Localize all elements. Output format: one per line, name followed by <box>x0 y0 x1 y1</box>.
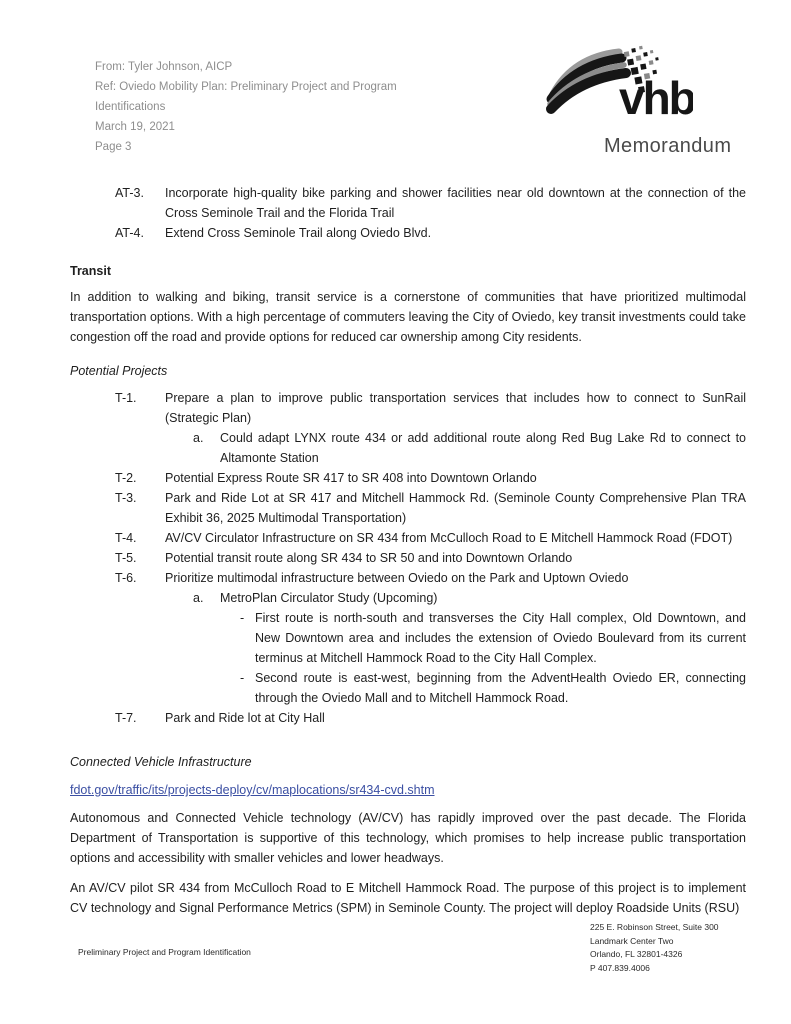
subitem-text: MetroPlan Circulator Study (Upcoming) <box>220 591 438 605</box>
footer-address-block <box>590 921 719 975</box>
footer-document-title: Preliminary Project and Program Identification <box>78 947 251 957</box>
list-item-t2 <box>70 468 746 488</box>
item-text: Extend Cross Seminole Trail along Oviedo Blvd. <box>165 226 432 240</box>
item-label: T-4. <box>115 531 137 545</box>
dash-item-second-route <box>70 668 746 708</box>
list-item-at4 <box>70 223 746 243</box>
transit-heading: Transit <box>70 264 111 278</box>
list-subitem-t6a <box>70 588 746 608</box>
item-label: T-6. <box>115 571 137 585</box>
vhb-logo <box>543 44 693 120</box>
subitem-text: Could adapt LYNX route 434 or add additional route along Red Bug Lake Rd to connect to Altamonte Station <box>220 431 746 465</box>
dash-text: Second route is east-west, beginning from the AdventHealth Oviedo ER, connecting through the Oviedo Mall and to Mitchell Hammock Road. <box>255 671 746 705</box>
list-item-t7 <box>70 708 746 728</box>
list-item-t5 <box>70 548 746 568</box>
item-label: T-5. <box>115 551 137 565</box>
item-label: AT-4. <box>115 226 144 240</box>
item-text: Park and Ride lot at City Hall <box>165 711 325 725</box>
memo-body <box>70 183 746 918</box>
cvi-paragraph-2: An AV/CV pilot SR 434 from McCulloch Road to E Mitchell Hammock Road. The purpose of this project is to implement CV technology and Signal Performance Metrics (SPM) in Seminole County. The project will deploy Roadside Units (RSU) <box>70 881 746 915</box>
item-text: Park and Ride Lot at SR 417 and Mitchell Hammock Rd. (Seminole County Comprehensive Plan TRA Exhibit 36, 2025 Multimodal Transportation) <box>165 491 746 525</box>
item-label: AT-3. <box>115 186 144 200</box>
list-item-t3 <box>70 488 746 528</box>
fdot-hyperlink[interactable]: fdot.gov/traffic/its/projects-deploy/cv/maplocations/sr434-cvd.shtm <box>70 783 435 797</box>
item-text: Incorporate high-quality bike parking and shower facilities near old downtown at the connection of the Cross Seminole Trail and the Florida Trail <box>165 186 746 220</box>
header-page-line: Page 3 <box>95 141 132 153</box>
memo-doc-type: Memorandum <box>604 135 732 157</box>
item-label: T-3. <box>115 491 137 505</box>
dash-text: First route is north-south and transverses the City Hall complex, Old Downtown, and New Downtown area and includes the extension of Oviedo Boulevard from its current terminus at Mitchell Hammock Road to the City Hall Complex. <box>255 611 746 665</box>
item-text: Prepare a plan to improve public transportation services that includes how to connect to SunRail (Strategic Plan) <box>165 391 746 425</box>
item-text: Potential transit route along SR 434 to SR 50 and into Downtown Orlando <box>165 551 573 565</box>
t-item-list <box>70 388 746 728</box>
vhb-logo-icon <box>543 44 693 120</box>
item-text: Potential Express Route SR 417 to SR 408 into Downtown Orlando <box>165 471 537 485</box>
cvi-heading: Connected Vehicle Infrastructure <box>70 755 252 769</box>
dash-item-first-route <box>70 608 746 668</box>
at-item-list <box>70 183 746 243</box>
item-text: AV/CV Circulator Infrastructure on SR 434 from McCulloch Road to E Mitchell Hammock Road (FDOT) <box>165 531 733 545</box>
list-item-t1 <box>70 388 746 428</box>
header-from-line: From: Tyler Johnson, AICP <box>95 61 233 73</box>
list-item-t4 <box>70 528 746 548</box>
header-date-line: March 19, 2021 <box>95 121 175 133</box>
footer-address-line: Landmark Center Two <box>590 935 674 946</box>
cvi-link-line <box>70 780 746 800</box>
footer-phone-line: P 407.839.4006 <box>590 962 650 973</box>
potential-projects-heading: Potential Projects <box>70 364 168 378</box>
subitem-label: a. <box>193 431 204 445</box>
subitem-label: a. <box>193 591 204 605</box>
vhb-logo-wordmark: vhb <box>619 72 693 120</box>
item-label: T-2. <box>115 471 137 485</box>
list-subitem-t1a <box>70 428 746 468</box>
transit-intro-paragraph: In addition to walking and biking, transit service is a cornerstone of communities that have prioritized multimodal transportation options. With a high percentage of commuters leaving the City of Oviedo, key transit investments could take congestion off the road and provide options for reduced car ownership among City residents. <box>70 290 746 344</box>
footer-address-line: Orlando, FL 32801-4326 <box>590 949 683 959</box>
dash-bullet: - <box>240 611 245 625</box>
item-label: T-1. <box>115 391 137 405</box>
cvi-paragraph-1: Autonomous and Connected Vehicle technology (AV/CV) has rapidly improved over the past decade. The Florida Department of Transportation is supportive of this technology, which promises to help increase public transportation options and accessibility with smaller vehicles and lower headways. <box>70 811 746 865</box>
header-ref-line: Ref: Oviedo Mobility Plan: Preliminary Project and Program Identifications <box>95 81 397 113</box>
dash-bullet: - <box>240 671 245 685</box>
item-text: Prioritize multimodal infrastructure between Oviedo on the Park and Uptown Oviedo <box>165 571 629 585</box>
list-item-t6 <box>70 568 746 588</box>
header-meta <box>95 57 440 157</box>
list-item-at3 <box>70 183 746 223</box>
item-label: T-7. <box>115 711 137 725</box>
footer-address-line: 225 E. Robinson Street, Suite 300 <box>590 922 719 932</box>
